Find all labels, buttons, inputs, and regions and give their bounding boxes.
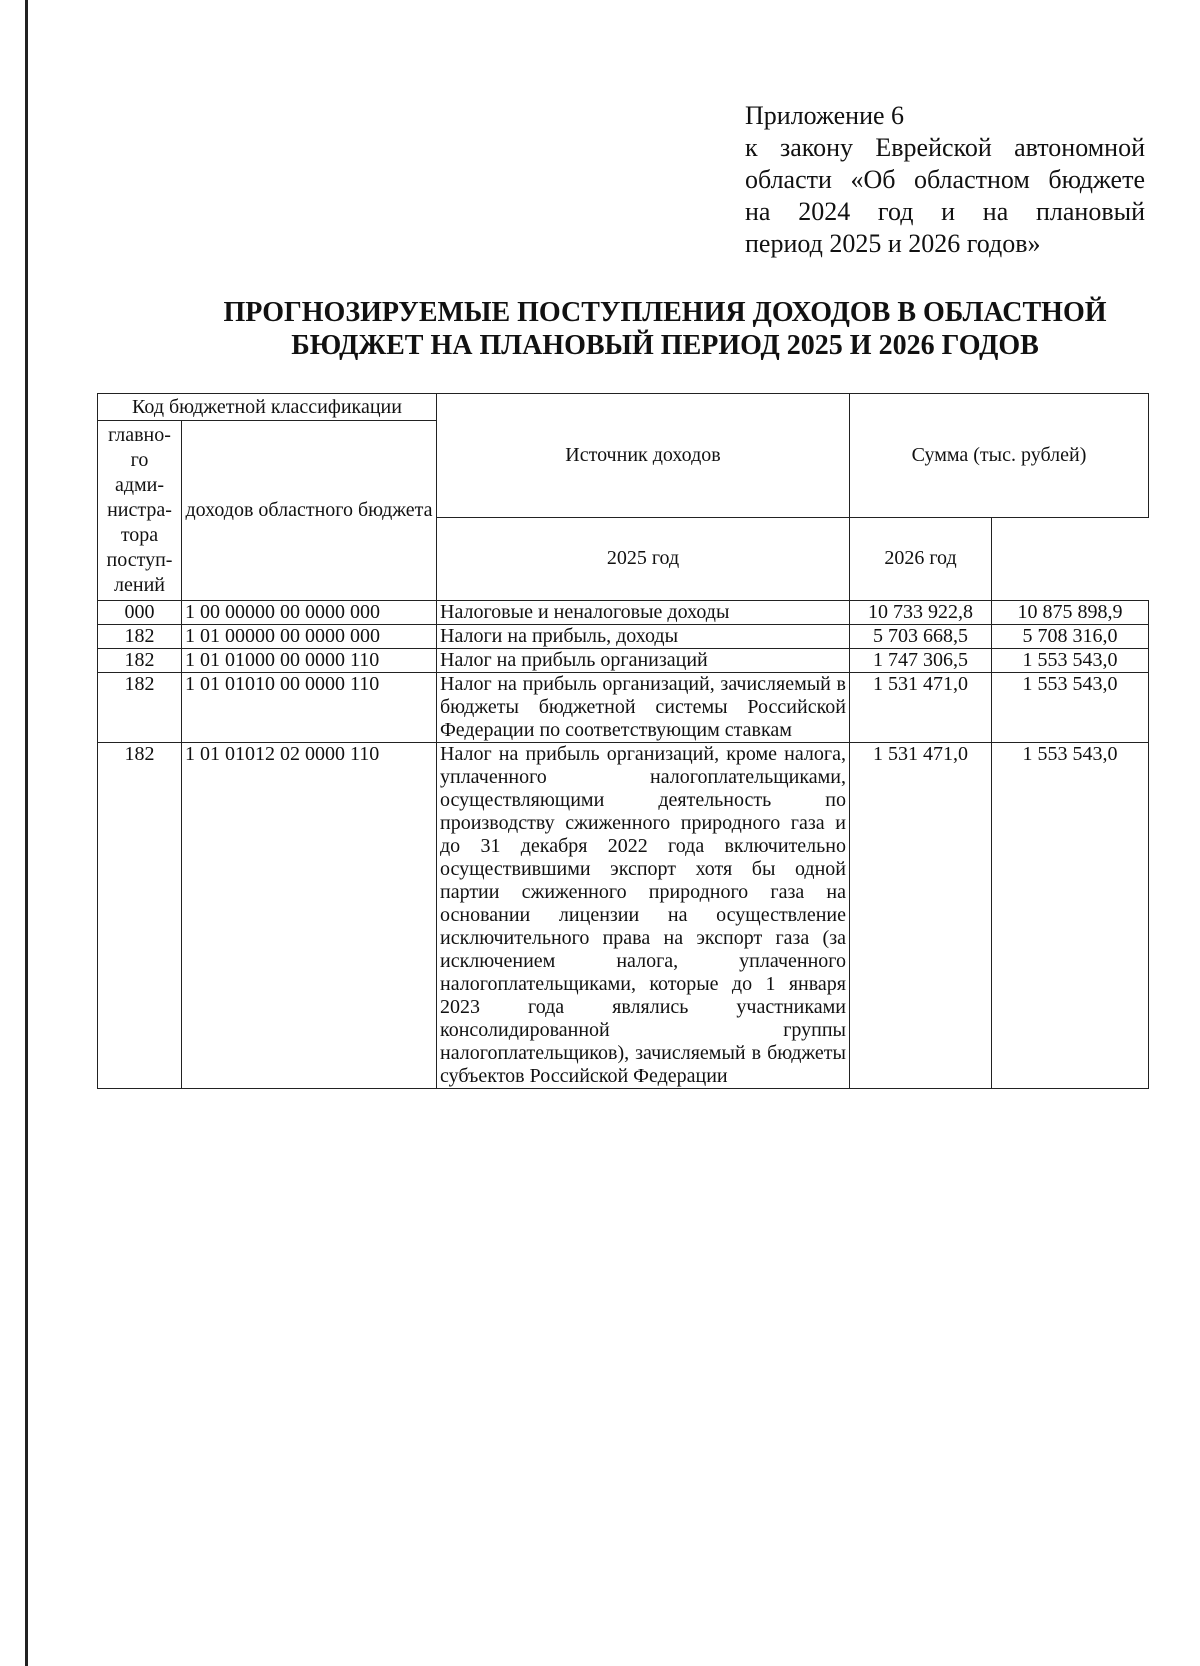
header-admin-line: лений: [114, 574, 165, 596]
header-year-2025: 2025 год: [437, 517, 850, 600]
title-line: ПРОГНОЗИРУЕМЫЕ ПОСТУПЛЕНИЯ ДОХОДОВ В ОБЛАСТНОЙ: [223, 297, 1107, 328]
amount-2025-cell: 1 531 471,0: [850, 673, 992, 743]
appendix-line: Приложение 6: [745, 101, 905, 130]
header-year-2026: 2026 год: [850, 517, 992, 600]
amount-2025-cell: 10 733 922,8: [850, 601, 992, 625]
table-row: [98, 673, 1149, 743]
appendix-line: период 2025 и 2026 годов»: [745, 229, 1041, 258]
header-admin-line: тора: [120, 524, 159, 546]
income-source-cell: Налог на прибыль организаций, кроме налога, уплаченного налогоплательщиками, осуществляющими деятельность по производству сжиженного природного газа и до 31 декабря 2022 года включительно осуществившими экспорт хотя бы одной партии сжиженного природного газа на основании лицензии на осуществление исключительного права на экспорт газа (за исключением налога, уплаченного налогоплательщиками, которые до 1 января 2023 года являлись участниками консолидированной группы налогоплательщиков), зачисляемый в бюджеты субъектов Российской Федерации: [437, 743, 850, 1089]
income-code-cell: 1 01 01000 00 0000 110: [182, 649, 437, 673]
appendix-line: области «Об областном бюджете: [745, 165, 1145, 194]
appendix-line: к закону Еврейской автономной: [745, 133, 1145, 162]
income-source-cell: Налог на прибыль организаций: [437, 649, 850, 673]
admin-code-cell: 000: [98, 601, 182, 625]
document-title: [190, 296, 1140, 362]
header-sum: Сумма (тыс. рублей): [850, 394, 1149, 518]
income-code-cell: 1 01 01012 02 0000 110: [182, 743, 437, 1089]
income-table: [97, 393, 1149, 1089]
amount-2025-cell: 1 747 306,5: [850, 649, 992, 673]
income-source-cell: Налог на прибыль организаций, зачисляемый в бюджеты бюджетной системы Российской Федерации по соответствующим ставкам: [437, 673, 850, 743]
amount-2026-cell: 1 553 543,0: [992, 673, 1149, 743]
admin-code-cell: 182: [98, 649, 182, 673]
appendix-line: на 2024 год и на плановый: [745, 197, 1145, 226]
table-row: [98, 743, 1149, 1089]
title-line: БЮДЖЕТ НА ПЛАНОВЫЙ ПЕРИОД 2025 И 2026 ГОДОВ: [291, 330, 1039, 361]
amount-2026-cell: 1 553 543,0: [992, 743, 1149, 1089]
income-code-cell: 1 01 00000 00 0000 000: [182, 625, 437, 649]
header-admin-line: го: [130, 449, 149, 471]
amount-2026-cell: 1 553 543,0: [992, 649, 1149, 673]
income-code-cell: 1 01 01010 00 0000 110: [182, 673, 437, 743]
page-left-border: [25, 0, 28, 1666]
table-row: [98, 625, 1149, 649]
header-admin-line: главно-: [108, 424, 171, 446]
header-admin-line: нистра-: [107, 499, 172, 521]
admin-code-cell: 182: [98, 743, 182, 1089]
header-budget-code: Код бюджетной классификации: [98, 394, 437, 421]
amount-2026-cell: 5 708 316,0: [992, 625, 1149, 649]
header-source: Источник доходов: [437, 394, 850, 518]
header-admin-line: поступ-: [106, 549, 173, 571]
header-admin-code: [98, 421, 182, 601]
amount-2025-cell: 1 531 471,0: [850, 743, 992, 1089]
header-admin-line: адми-: [114, 474, 165, 496]
admin-code-cell: 182: [98, 625, 182, 649]
table-row: [98, 601, 1149, 625]
amount-2026-cell: 10 875 898,9: [992, 601, 1149, 625]
income-code-cell: 1 00 00000 00 0000 000: [182, 601, 437, 625]
appendix-note: [745, 100, 1145, 260]
header-income-code: доходов областного бюджета: [182, 421, 437, 601]
admin-code-cell: 182: [98, 673, 182, 743]
table-header-row: [98, 394, 1149, 421]
amount-2025-cell: 5 703 668,5: [850, 625, 992, 649]
income-source-cell: Налоговые и неналоговые доходы: [437, 601, 850, 625]
income-source-cell: Налоги на прибыль, доходы: [437, 625, 850, 649]
table-row: [98, 649, 1149, 673]
